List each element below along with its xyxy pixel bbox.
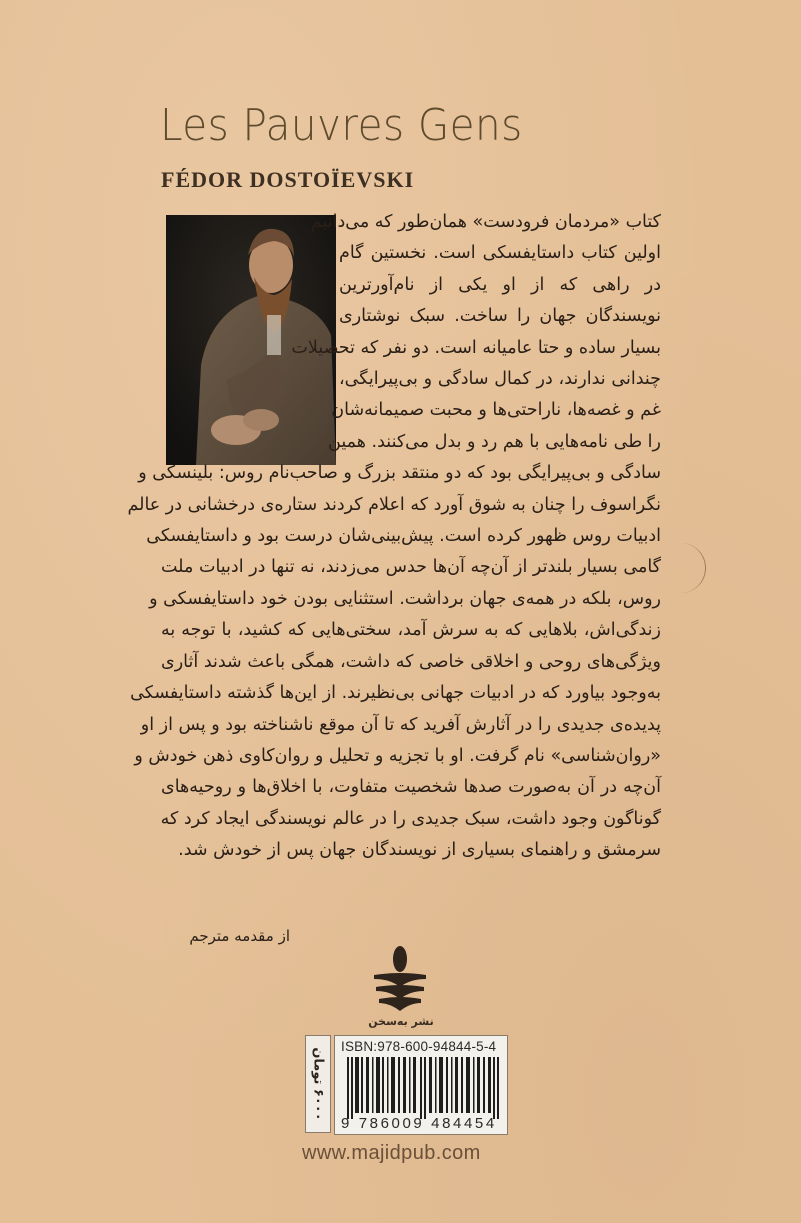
book-title: Les Pauvres Gens	[160, 100, 523, 151]
description-line: اولین کتاب داستایفسکی است. نخستین گام	[339, 243, 661, 264]
description-line: بسیار ساده و حتا عامیانه است. دو نفر که تحصیلات	[291, 337, 661, 358]
description-line: را طی نامه‌هایی با هم رد و بدل می‌کنند. همین	[328, 431, 661, 452]
description-line: سرمشق و راهنمای بسیاری از نویسندگان جهان پس از خودش شد.	[178, 840, 661, 861]
description-line: ادبیات روس ظهور کرده است. پیش‌بینی‌شان درست بود و داستایفسکی	[146, 526, 661, 547]
publisher-name: نشر به‌سخن	[368, 1015, 434, 1028]
translator-attribution: از مقدمه مترجم	[189, 927, 290, 945]
description-line: پدیده‌ی جدیدی را در آثارش آفرید که تا آن موقع ناشناخته بود و پس از او	[140, 714, 661, 735]
description-line: غم و غصه‌ها، ناراحتی‌ها و محبت صمیمانه‌شان	[331, 400, 661, 421]
description-line: زندگی‌اش، بلاهایی که به سرش آمد، سختی‌هایی که کشید، با توجه به	[161, 620, 661, 641]
description-line: «روان‌شناسی» نام گرفت. او با تجزیه و تحلیل و روان‌کاوی ذهن خودش و	[134, 745, 661, 766]
description-line: ویژگی‌های روحی و اخلاقی خاصی که داشت، همگی باعث شدند آثاری	[161, 651, 661, 672]
description-line: نگراسوف را چنان به شوق آورد که اعلام کردند ستاره‌ی درخشانی در عالم	[127, 494, 661, 515]
barcode-icon	[347, 1057, 499, 1119]
price-tag	[305, 1035, 331, 1133]
description-line: در راهی که از او یکی از نام‌آورترین	[339, 274, 661, 295]
description-text	[127, 207, 661, 867]
price-label: ۶۰۰۰ تومان	[310, 1047, 326, 1121]
description-line: نویسندگان جهان را ساخت. سبک نوشتاری	[339, 306, 661, 327]
description-line: کتاب «مردمان فرودست» همان‌طور که می‌دانیم	[310, 212, 661, 232]
description-line: گوناگون وجود داشت، سبک جدیدی را در عالم نویسندگی ایجاد کرد که	[160, 808, 661, 829]
description-line: آن‌چه در آن به‌صورت صدها شخصیت متفاوت، با اخلاق‌ها و روحیه‌های	[161, 777, 661, 798]
description-line: سادگی و بی‌پیرایگی بود که دو منتقد بزرگ و صاحب‌نام روس: بلینسکی و	[138, 463, 661, 484]
publisher-website: www.majidpub.com	[302, 1142, 481, 1164]
paper-crease-mark	[675, 543, 706, 593]
book-author: FÉDOR DOSTOÏEVSKI	[161, 167, 415, 192]
wheat-sprout-logo-icon	[370, 945, 430, 1015]
isbn-barcode	[334, 1035, 508, 1135]
barcode-digits: 9 786009 484454	[341, 1115, 497, 1132]
description-line: چندانی ندارند، در کمال سادگی و بی‌پیرایگی،	[339, 369, 661, 390]
description-line: گامی بسیار بلندتر از آن‌چه آن‌ها حدس می‌زدند، نه تنها در ادبیات ملت	[161, 557, 661, 578]
isbn-label: ISBN:978-600-94844-5-4	[341, 1039, 497, 1054]
description-line: روس، بلکه در همه‌ی جهان برداشت. استثنایی بودن خود داستایفسکی و	[149, 588, 661, 609]
description-line: به‌وجود بیاورد که در ادبیات جهانی بی‌نظیرند. از این‌ها گذشته داستایفسکی	[130, 683, 661, 704]
